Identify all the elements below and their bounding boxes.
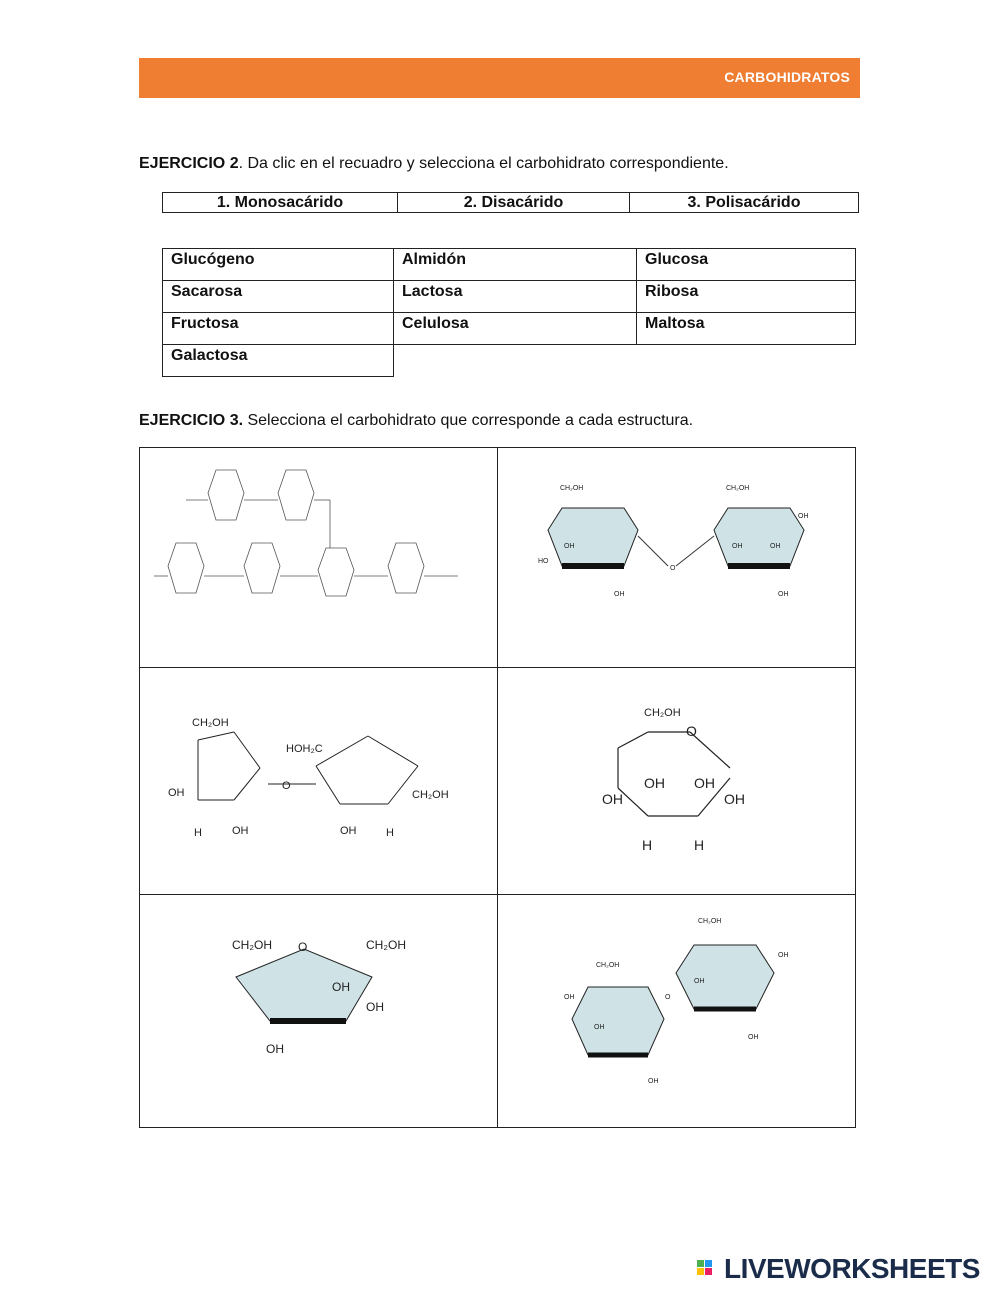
header-bar [139, 58, 860, 98]
formula-label: OH [724, 791, 745, 807]
formula-label: OH [266, 1042, 284, 1056]
structure-disaccharide[interactable] [498, 448, 855, 667]
carb-cell[interactable]: Fructosa [162, 312, 394, 345]
formula-label: OH [694, 775, 715, 791]
formula-label: O [686, 723, 697, 739]
formula-label: OH [332, 980, 350, 994]
carb-cell[interactable]: Glucosa [636, 248, 856, 281]
exercise3-label: EJERCICIO 3. [139, 412, 244, 429]
formula-label: OH [232, 825, 249, 837]
formula-label: CH₂OH [644, 707, 681, 719]
structure-sucrose-drawing [140, 668, 497, 894]
structure-disaccharide-drawing [498, 448, 855, 667]
carb-cell[interactable]: Almidón [393, 248, 637, 281]
structure-disaccharide-beta-drawing [498, 895, 855, 1127]
structure-polysaccharide-drawing [140, 448, 497, 667]
structure-pyranose[interactable] [498, 668, 855, 894]
formula-label: OH [614, 591, 625, 598]
carb-cell[interactable]: Maltosa [636, 312, 856, 345]
structure-furanose[interactable] [140, 895, 497, 1127]
exercise2-title [139, 155, 729, 173]
structure-disaccharide-beta[interactable] [498, 895, 855, 1127]
formula-label: OH [340, 825, 357, 837]
formula-label: CH₂OH [232, 938, 272, 952]
formula-label: OH [366, 1000, 384, 1014]
formula-label: H [194, 827, 202, 839]
formula-label: OH [644, 775, 665, 791]
liveworksheets-logo-icon [697, 1252, 723, 1288]
carb-cell[interactable]: Ribosa [636, 280, 856, 313]
header-title: CARBOHIDRATOS [724, 69, 850, 85]
formula-label: HOH₂C [286, 743, 323, 755]
formula-label: H [642, 837, 653, 853]
structure-grid [139, 447, 856, 1128]
formula-label: CH₂OH [412, 789, 449, 801]
carb-cell[interactable]: Sacarosa [162, 280, 394, 313]
carb-cell[interactable]: Lactosa [393, 280, 637, 313]
exercise3-instruction: Selecciona el carbohidrato que corresponde a cada estructura. [243, 412, 694, 429]
structure-pyranose-drawing [498, 668, 855, 894]
carb-cell[interactable]: Glucógeno [162, 248, 394, 281]
formula-label: CH₂OH [698, 918, 722, 925]
category-disacarido: 2. Disacárido [398, 193, 630, 213]
liveworksheets-brand: LIVEWORKSHEETS [724, 1253, 980, 1284]
formula-label: O [298, 940, 308, 954]
formula-label: HO [538, 558, 549, 565]
formula-label: OH [732, 543, 743, 550]
formula-label: OH [564, 543, 575, 550]
formula-label: H [386, 827, 394, 839]
formula-label: OH [778, 952, 789, 959]
formula-label: OH [168, 787, 185, 799]
formula-label: CH₂OH [366, 938, 406, 952]
formula-label: O [670, 565, 676, 572]
structure-polysaccharide[interactable] [140, 448, 497, 667]
formula-label: OH [778, 591, 789, 598]
formula-label: OH [594, 1024, 605, 1031]
exercise2-label: EJERCICIO 2 [139, 155, 239, 172]
category-polisacarido: 3. Polisacárido [630, 193, 859, 213]
formula-label: O [665, 994, 671, 1001]
formula-label: O [282, 780, 291, 792]
exercise3-title [139, 412, 693, 430]
carb-cell[interactable]: Celulosa [393, 312, 637, 345]
formula-label: OH [564, 994, 575, 1001]
formula-label: H [694, 837, 705, 853]
formula-label: CH₂OH [560, 485, 584, 492]
category-table [162, 192, 859, 213]
formula-label: CH₂OH [726, 485, 750, 492]
formula-label: OH [648, 1078, 659, 1085]
structure-sucrose[interactable] [140, 668, 497, 894]
formula-label: OH [602, 791, 623, 807]
formula-label: OH [798, 513, 809, 520]
formula-label: OH [748, 1034, 759, 1041]
structure-furanose-drawing [140, 895, 497, 1127]
category-monosacarido: 1. Monosacárido [163, 193, 398, 213]
formula-label: CH₂OH [596, 962, 620, 969]
formula-label: OH [694, 978, 705, 985]
formula-label: OH [770, 543, 781, 550]
exercise2-instruction: . Da clic en el recuadro y selecciona el carbohidrato correspondiente. [238, 155, 729, 172]
carb-cell[interactable]: Galactosa [162, 344, 394, 377]
formula-label: CH₂OH [192, 717, 229, 729]
